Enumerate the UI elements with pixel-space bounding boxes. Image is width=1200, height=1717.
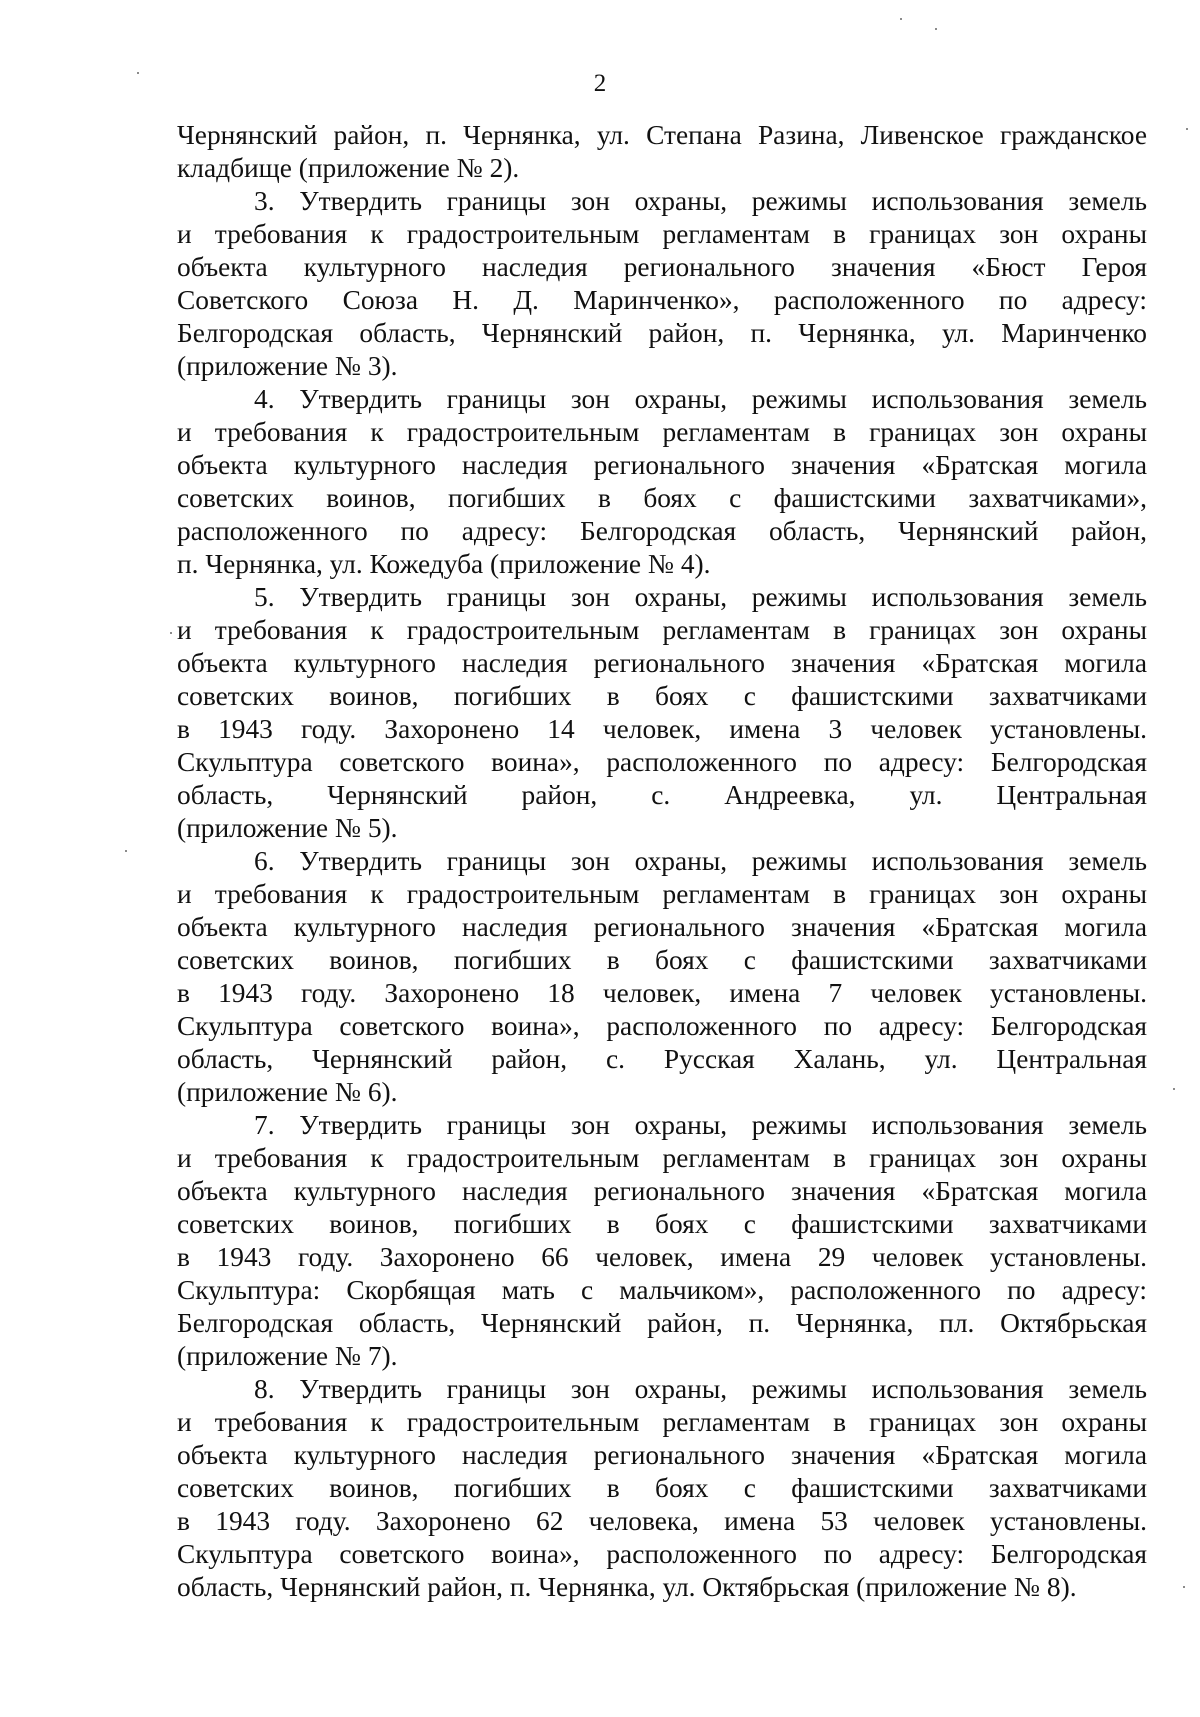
text-line: в 1943 году. Захоронено 62 человека, имена 53 человек установлены.	[177, 1506, 1147, 1536]
text-line: объекта культурного наследия регионального значения «Братская могила	[177, 1176, 1147, 1206]
text-line: советских воинов, погибших в боях с фашистскими захватчиками	[177, 1473, 1147, 1503]
scan-speck	[1186, 128, 1188, 130]
text-line: п. Чернянка, ул. Кожедуба (приложение № 4).	[177, 549, 711, 579]
text-line: и требования к градостроительным регламентам в границах зон охраны	[177, 1143, 1147, 1173]
paragraph-7-first-line: 7. Утвердить границы зон охраны, режимы использования земель	[254, 1110, 1147, 1140]
text-line: Скульптура советского воина», расположенного по адресу: Белгородская	[177, 1011, 1147, 1041]
text-line: и требования к градостроительным регламентам в границах зон охраны	[177, 219, 1147, 249]
text-line: (приложение № 6).	[177, 1077, 398, 1107]
scan-speck	[935, 28, 937, 30]
scan-speck	[1173, 1088, 1175, 1090]
paragraph-3-first-line: 3. Утвердить границы зон охраны, режимы использования земель	[254, 186, 1147, 216]
text-line: (приложение № 3).	[177, 351, 398, 381]
paragraph-8-first-line: 8. Утвердить границы зон охраны, режимы использования земель	[254, 1374, 1147, 1404]
text-line: объекта культурного наследия регионального значения «Братская могила	[177, 648, 1147, 678]
scan-speck	[900, 18, 902, 20]
text-line: советских воинов, погибших в боях с фашистскими захватчиками	[177, 1209, 1147, 1239]
scan-speck	[1183, 1586, 1185, 1588]
text-line: Белгородская область, Чернянский район, п. Чернянка, пл. Октябрьская	[177, 1308, 1147, 1338]
text-line: Советского Союза Н. Д. Маринченко», расположенного по адресу:	[177, 285, 1147, 315]
text-line: объекта культурного наследия регионального значения «Братская могила	[177, 912, 1147, 942]
text-line: и требования к градостроительным регламентам в границах зон охраны	[177, 879, 1147, 909]
text-line: кладбище (приложение № 2).	[177, 153, 520, 183]
text-line: в 1943 году. Захоронено 66 человек, имена 29 человек установлены.	[177, 1242, 1147, 1272]
text-line: область, Чернянский район, п. Чернянка, ул. Октябрьская (приложение № 8).	[177, 1572, 1077, 1602]
text-line: объекта культурного наследия регионального значения «Бюст Героя	[177, 252, 1147, 282]
scan-speck	[137, 72, 139, 74]
text-line: и требования к градостроительным регламентам в границах зон охраны	[177, 615, 1147, 645]
text-line: Белгородская область, Чернянский район, п. Чернянка, ул. Маринченко	[177, 318, 1147, 348]
document-body	[177, 119, 1147, 1604]
text-line: Скульптура советского воина», расположенного по адресу: Белгородская	[177, 747, 1147, 777]
text-line: Чернянский район, п. Чернянка, ул. Степана Разина, Ливенское гражданское	[177, 120, 1147, 150]
text-line: Скульптура: Скорбящая мать с мальчиком», расположенного по адресу:	[177, 1275, 1147, 1305]
text-line: советских воинов, погибших в боях с фашистскими захватчиками	[177, 945, 1147, 975]
text-line: и требования к градостроительным регламентам в границах зон охраны	[177, 1407, 1147, 1437]
scan-speck	[125, 850, 127, 852]
text-line: в 1943 году. Захоронено 18 человек, имена 7 человек установлены.	[177, 978, 1147, 1008]
text-line: область, Чернянский район, с. Андреевка, ул. Центральная	[177, 780, 1147, 810]
text-line: в 1943 году. Захоронено 14 человек, имена 3 человек установлены.	[177, 714, 1147, 744]
paragraph-6-first-line: 6. Утвердить границы зон охраны, режимы использования земель	[254, 846, 1147, 876]
scan-speck	[170, 632, 172, 634]
text-line: область, Чернянский район, с. Русская Халань, ул. Центральная	[177, 1044, 1147, 1074]
page-number: 2	[593, 70, 607, 97]
text-line: объекта культурного наследия регионального значения «Братская могила	[177, 1440, 1147, 1470]
text-line: советских воинов, погибших в боях с фашистскими захватчиками»,	[177, 483, 1147, 513]
text-line: объекта культурного наследия регионального значения «Братская могила	[177, 450, 1147, 480]
text-line: Скульптура советского воина», расположенного по адресу: Белгородская	[177, 1539, 1147, 1569]
text-line: (приложение № 5).	[177, 813, 398, 843]
text-line: расположенного по адресу: Белгородская область, Чернянский район,	[177, 516, 1147, 546]
text-line: советских воинов, погибших в боях с фашистскими захватчиками	[177, 681, 1147, 711]
text-line: (приложение № 7).	[177, 1341, 398, 1371]
paragraph-4-first-line: 4. Утвердить границы зон охраны, режимы использования земель	[254, 384, 1147, 414]
paragraph-5-first-line: 5. Утвердить границы зон охраны, режимы использования земель	[254, 582, 1147, 612]
text-line: и требования к градостроительным регламентам в границах зон охраны	[177, 417, 1147, 447]
